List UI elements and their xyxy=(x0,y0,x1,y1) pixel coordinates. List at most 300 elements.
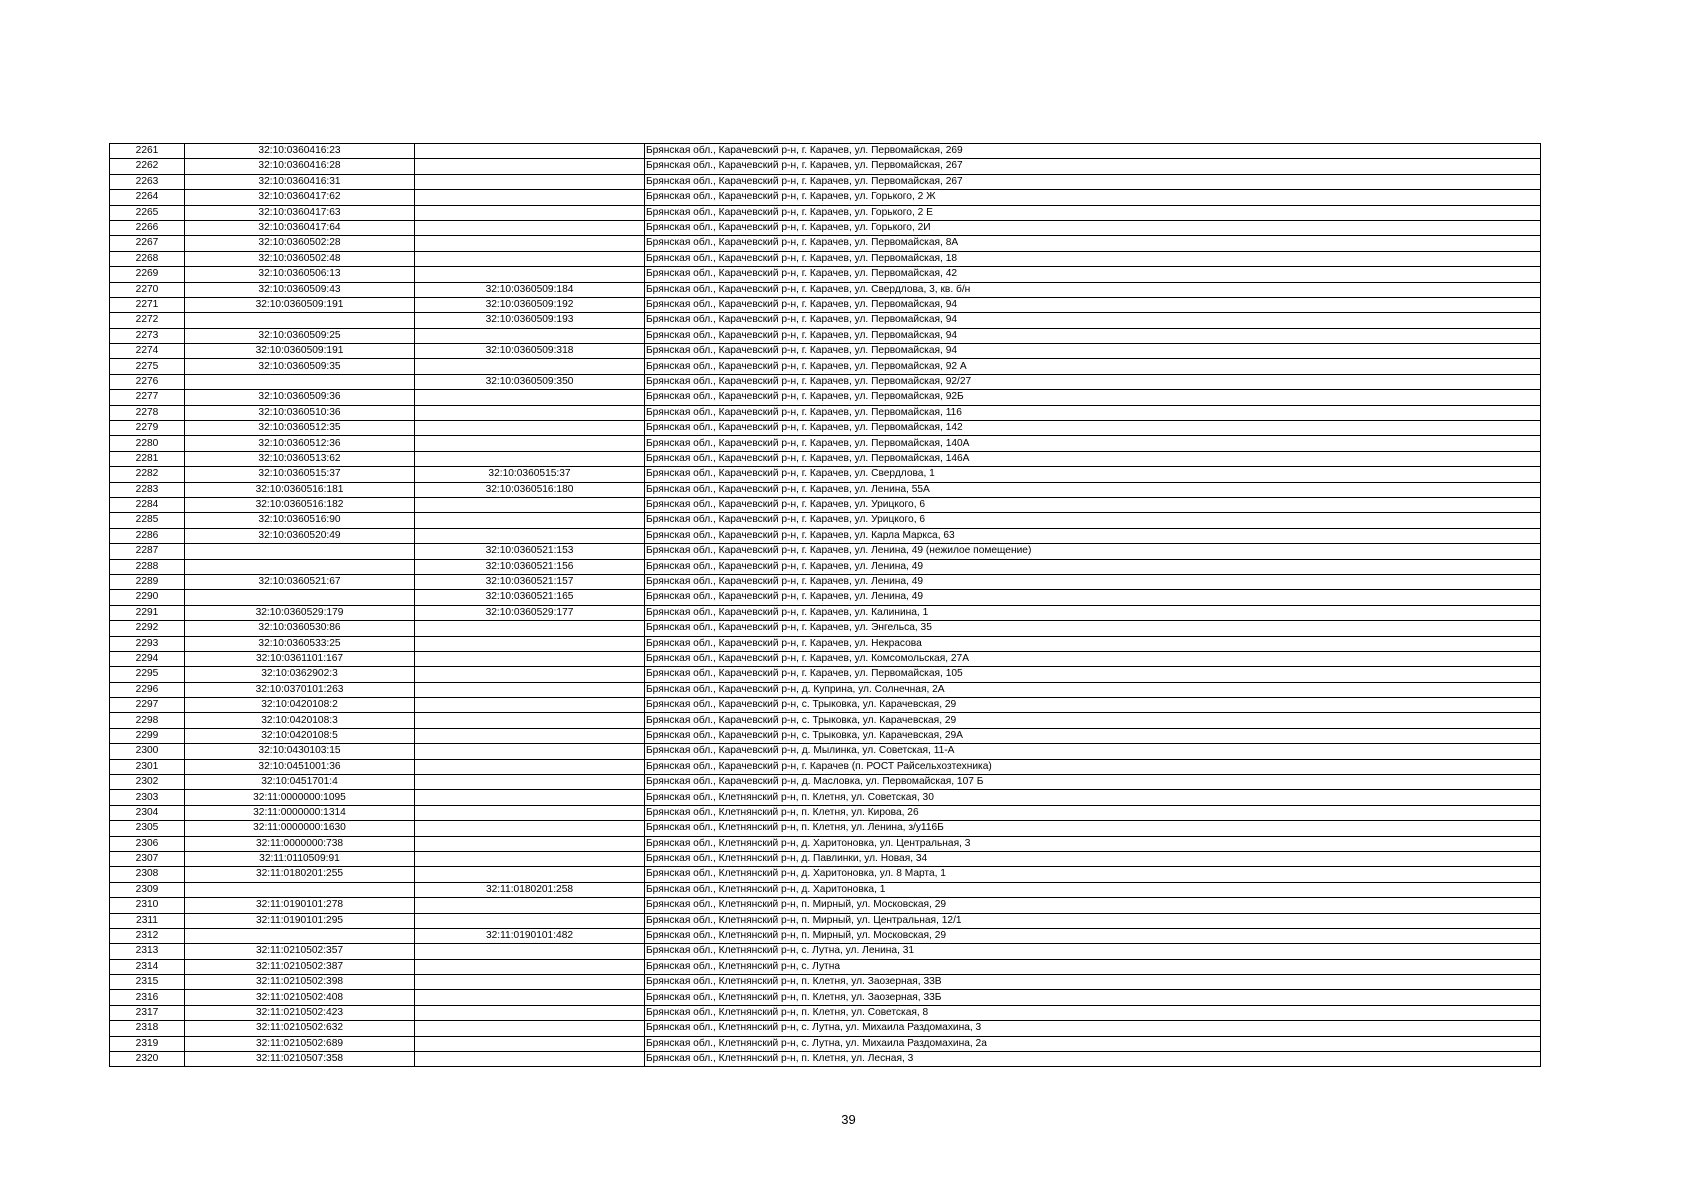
cadastral-number-cell: 32:10:0360513:62 xyxy=(185,451,415,466)
cadastral-number-cell: 32:10:0360520:49 xyxy=(185,528,415,543)
table-row xyxy=(110,421,1541,436)
table-row xyxy=(110,374,1541,389)
cadastral-number-cell: 32:10:0360509:25 xyxy=(185,328,415,343)
address-cell: Брянская обл., Карачевский р-н, д. Куприна, ул. Солнечная, 2А xyxy=(645,682,1541,697)
row-number-cell: 2313 xyxy=(110,944,185,959)
address-cell: Брянская обл., Карачевский р-н, г. Карачев, ул. Карла Маркса, 63 xyxy=(645,528,1541,543)
row-number-cell: 2297 xyxy=(110,698,185,713)
table-row xyxy=(110,144,1541,159)
table-row xyxy=(110,882,1541,897)
table-row xyxy=(110,682,1541,697)
row-number-cell: 2291 xyxy=(110,605,185,620)
cadastral-number-cell: 32:11:0180201:255 xyxy=(185,867,415,882)
cadastral-number-cell: 32:10:0362902:3 xyxy=(185,667,415,682)
cadastral-number-cell: 32:10:0420108:2 xyxy=(185,698,415,713)
address-cell: Брянская обл., Карачевский р-н, г. Карачев, ул. Ленина, 49 xyxy=(645,559,1541,574)
row-number-cell: 2276 xyxy=(110,374,185,389)
cadastral-number-cell: 32:10:0360510:36 xyxy=(185,405,415,420)
cadastral-number-cell: 32:11:0210502:408 xyxy=(185,990,415,1005)
table-row xyxy=(110,267,1541,282)
address-cell: Брянская обл., Клетнянский р-н, п. Клетня, ул. Кирова, 26 xyxy=(645,805,1541,820)
table-row xyxy=(110,867,1541,882)
cadastral-number-cell: 32:10:0360416:31 xyxy=(185,174,415,189)
address-cell: Брянская обл., Клетнянский р-н, д. Харитоновка, ул. 8 Марта, 1 xyxy=(645,867,1541,882)
cadastral-number-cell: 32:10:0360521:67 xyxy=(185,574,415,589)
table-row xyxy=(110,236,1541,251)
table-row xyxy=(110,975,1541,990)
address-cell: Брянская обл., Карачевский р-н, г. Карачев, ул. Первомайская, 92Б xyxy=(645,390,1541,405)
cadastral-number-cell: 32:10:0360509:191 xyxy=(185,297,415,312)
row-number-cell: 2281 xyxy=(110,451,185,466)
row-number-cell: 2275 xyxy=(110,359,185,374)
address-cell: Брянская обл., Клетнянский р-н, д. Харитоновка, 1 xyxy=(645,882,1541,897)
row-number-cell: 2279 xyxy=(110,421,185,436)
object-cadastral-number-cell xyxy=(415,174,645,189)
row-number-cell: 2311 xyxy=(110,913,185,928)
object-cadastral-number-cell xyxy=(415,159,645,174)
address-cell: Брянская обл., Карачевский р-н, г. Карачев (п. РОСТ Райсельхозтехника) xyxy=(645,759,1541,774)
table-row xyxy=(110,790,1541,805)
cadastral-number-cell: 32:10:0361101:167 xyxy=(185,651,415,666)
table-row xyxy=(110,959,1541,974)
address-cell: Брянская обл., Карачевский р-н, с. Трыковка, ул. Карачевская, 29 xyxy=(645,698,1541,713)
row-number-cell: 2317 xyxy=(110,1005,185,1020)
object-cadastral-number-cell: 32:10:0360521:165 xyxy=(415,590,645,605)
object-cadastral-number-cell xyxy=(415,497,645,512)
table-row xyxy=(110,497,1541,512)
row-number-cell: 2263 xyxy=(110,174,185,189)
row-number-cell: 2293 xyxy=(110,636,185,651)
address-cell: Брянская обл., Клетнянский р-н, д. Павлинки, ул. Новая, 34 xyxy=(645,851,1541,866)
address-cell: Брянская обл., Клетнянский р-н, п. Клетня, ул. Советская, 30 xyxy=(645,790,1541,805)
object-cadastral-number-cell xyxy=(415,959,645,974)
cadastral-number-cell: 32:10:0370101:263 xyxy=(185,682,415,697)
table-row xyxy=(110,621,1541,636)
row-number-cell: 2288 xyxy=(110,559,185,574)
table-row xyxy=(110,713,1541,728)
row-number-cell: 2271 xyxy=(110,297,185,312)
row-number-cell: 2304 xyxy=(110,805,185,820)
row-number-cell: 2302 xyxy=(110,775,185,790)
cadastral-number-cell: 32:11:0210502:632 xyxy=(185,1021,415,1036)
cadastral-number-cell: 32:10:0360416:28 xyxy=(185,159,415,174)
row-number-cell: 2315 xyxy=(110,975,185,990)
table-body xyxy=(110,144,1541,1067)
address-cell: Брянская обл., Карачевский р-н, г. Карачев, ул. Ленина, 49 xyxy=(645,590,1541,605)
address-cell: Брянская обл., Карачевский р-н, г. Карачев, ул. Ленина, 49 (нежилое помещение) xyxy=(645,544,1541,559)
object-cadastral-number-cell xyxy=(415,867,645,882)
table-row xyxy=(110,605,1541,620)
cadastral-number-cell xyxy=(185,544,415,559)
row-number-cell: 2283 xyxy=(110,482,185,497)
table-row xyxy=(110,836,1541,851)
table-row xyxy=(110,759,1541,774)
object-cadastral-number-cell: 32:10:0360509:192 xyxy=(415,297,645,312)
cadastral-number-cell: 32:10:0360509:35 xyxy=(185,359,415,374)
page-number: 39 xyxy=(841,1112,856,1127)
row-number-cell: 2267 xyxy=(110,236,185,251)
address-cell: Брянская обл., Клетнянский р-н, с. Лутна, ул. Михаила Раздомахина, 2а xyxy=(645,1036,1541,1051)
table-row xyxy=(110,328,1541,343)
table-row xyxy=(110,574,1541,589)
table-row xyxy=(110,297,1541,312)
table-row xyxy=(110,190,1541,205)
address-cell: Брянская обл., Клетнянский р-н, с. Лутна, ул. Михаила Раздомахина, 3 xyxy=(645,1021,1541,1036)
address-cell: Брянская обл., Карачевский р-н, г. Карачев, ул. Ленина, 49 xyxy=(645,574,1541,589)
object-cadastral-number-cell xyxy=(415,728,645,743)
cadastral-number-cell: 32:10:0360516:181 xyxy=(185,482,415,497)
object-cadastral-number-cell xyxy=(415,1036,645,1051)
cadastral-number-cell: 32:11:0000000:1095 xyxy=(185,790,415,805)
cadastral-number-cell: 32:10:0360509:191 xyxy=(185,344,415,359)
address-cell: Брянская обл., Клетнянский р-н, п. Мирный, ул. Московская, 29 xyxy=(645,928,1541,943)
address-cell: Брянская обл., Карачевский р-н, с. Трыковка, ул. Карачевская, 29 xyxy=(645,713,1541,728)
row-number-cell: 2272 xyxy=(110,313,185,328)
row-number-cell: 2303 xyxy=(110,790,185,805)
cadastral-number-cell: 32:11:0000000:1314 xyxy=(185,805,415,820)
object-cadastral-number-cell xyxy=(415,975,645,990)
object-cadastral-number-cell xyxy=(415,390,645,405)
table-row xyxy=(110,174,1541,189)
table-row xyxy=(110,344,1541,359)
address-cell: Брянская обл., Клетнянский р-н, п. Клетня, ул. Советская, 8 xyxy=(645,1005,1541,1020)
object-cadastral-number-cell xyxy=(415,328,645,343)
address-cell: Брянская обл., Клетнянский р-н, п. Мирный, ул. Центральная, 12/1 xyxy=(645,913,1541,928)
address-cell: Брянская обл., Карачевский р-н, г. Карачев, ул. Ленина, 55А xyxy=(645,482,1541,497)
table-row xyxy=(110,851,1541,866)
object-cadastral-number-cell: 32:10:0360515:37 xyxy=(415,467,645,482)
object-cadastral-number-cell: 32:10:0360521:157 xyxy=(415,574,645,589)
address-cell: Брянская обл., Карачевский р-н, г. Карачев, ул. Горького, 2 Ж xyxy=(645,190,1541,205)
table-row xyxy=(110,390,1541,405)
object-cadastral-number-cell xyxy=(415,1021,645,1036)
object-cadastral-number-cell xyxy=(415,682,645,697)
cadastral-number-cell: 32:11:0210502:357 xyxy=(185,944,415,959)
cadastral-number-cell: 32:10:0360529:179 xyxy=(185,605,415,620)
object-cadastral-number-cell: 32:10:0360521:156 xyxy=(415,559,645,574)
row-number-cell: 2289 xyxy=(110,574,185,589)
row-number-cell: 2284 xyxy=(110,497,185,512)
address-cell: Брянская обл., Карачевский р-н, г. Карачев, ул. Первомайская, 92/27 xyxy=(645,374,1541,389)
object-cadastral-number-cell xyxy=(415,451,645,466)
object-cadastral-number-cell xyxy=(415,528,645,543)
address-cell: Брянская обл., Карачевский р-н, г. Карачев, ул. Первомайская, 42 xyxy=(645,267,1541,282)
table-row xyxy=(110,728,1541,743)
table-row xyxy=(110,220,1541,235)
row-number-cell: 2265 xyxy=(110,205,185,220)
cadastral-number-cell: 32:11:0210507:358 xyxy=(185,1052,415,1067)
table-row xyxy=(110,1052,1541,1067)
cadastral-number-cell: 32:11:0190101:278 xyxy=(185,898,415,913)
row-number-cell: 2278 xyxy=(110,405,185,420)
row-number-cell: 2309 xyxy=(110,882,185,897)
object-cadastral-number-cell xyxy=(415,759,645,774)
object-cadastral-number-cell xyxy=(415,713,645,728)
cadastral-number-cell: 32:11:0210502:423 xyxy=(185,1005,415,1020)
object-cadastral-number-cell xyxy=(415,836,645,851)
row-number-cell: 2310 xyxy=(110,898,185,913)
object-cadastral-number-cell: 32:10:0360529:177 xyxy=(415,605,645,620)
row-number-cell: 2287 xyxy=(110,544,185,559)
object-cadastral-number-cell: 32:10:0360509:350 xyxy=(415,374,645,389)
address-cell: Брянская обл., Карачевский р-н, д. Мылинка, ул. Советская, 11-А xyxy=(645,744,1541,759)
table-row xyxy=(110,313,1541,328)
address-cell: Брянская обл., Карачевский р-н, г. Карачев, ул. Первомайская, 116 xyxy=(645,405,1541,420)
address-cell: Брянская обл., Карачевский р-н, г. Карачев, ул. Комсомольская, 27А xyxy=(645,651,1541,666)
object-cadastral-number-cell xyxy=(415,421,645,436)
row-number-cell: 2264 xyxy=(110,190,185,205)
table-row xyxy=(110,251,1541,266)
cadastral-number-cell: 32:10:0430103:15 xyxy=(185,744,415,759)
address-cell: Брянская обл., Клетнянский р-н, п. Мирный, ул. Московская, 29 xyxy=(645,898,1541,913)
address-cell: Брянская обл., Клетнянский р-н, с. Лутна xyxy=(645,959,1541,974)
row-number-cell: 2295 xyxy=(110,667,185,682)
cadastral-number-cell: 32:10:0360417:63 xyxy=(185,205,415,220)
object-cadastral-number-cell xyxy=(415,636,645,651)
cadastral-number-cell: 32:10:0360509:43 xyxy=(185,282,415,297)
address-cell: Брянская обл., Карачевский р-н, с. Трыковка, ул. Карачевская, 29А xyxy=(645,728,1541,743)
object-cadastral-number-cell xyxy=(415,144,645,159)
row-number-cell: 2273 xyxy=(110,328,185,343)
table-row xyxy=(110,559,1541,574)
row-number-cell: 2299 xyxy=(110,728,185,743)
table-row xyxy=(110,944,1541,959)
row-number-cell: 2286 xyxy=(110,528,185,543)
address-cell: Брянская обл., Карачевский р-н, г. Карачев, ул. Калинина, 1 xyxy=(645,605,1541,620)
address-cell: Брянская обл., Клетнянский р-н, с. Лутна, ул. Ленина, 31 xyxy=(645,944,1541,959)
object-cadastral-number-cell xyxy=(415,513,645,528)
cadastral-number-cell: 32:10:0360512:35 xyxy=(185,421,415,436)
table-row xyxy=(110,990,1541,1005)
table-row xyxy=(110,436,1541,451)
object-cadastral-number-cell xyxy=(415,267,645,282)
table-row xyxy=(110,775,1541,790)
row-number-cell: 2282 xyxy=(110,467,185,482)
cadastral-number-cell: 32:10:0360516:182 xyxy=(185,497,415,512)
object-cadastral-number-cell: 32:10:0360509:318 xyxy=(415,344,645,359)
row-number-cell: 2314 xyxy=(110,959,185,974)
object-cadastral-number-cell xyxy=(415,744,645,759)
cadastral-number-cell: 32:11:0210502:398 xyxy=(185,975,415,990)
table-row xyxy=(110,1021,1541,1036)
table-row xyxy=(110,405,1541,420)
object-cadastral-number-cell xyxy=(415,621,645,636)
table-row xyxy=(110,898,1541,913)
object-cadastral-number-cell xyxy=(415,359,645,374)
cadastral-number-cell: 32:11:0190101:295 xyxy=(185,913,415,928)
object-cadastral-number-cell: 32:10:0360509:193 xyxy=(415,313,645,328)
table-row xyxy=(110,467,1541,482)
object-cadastral-number-cell xyxy=(415,205,645,220)
cadastral-number-cell: 32:10:0451001:36 xyxy=(185,759,415,774)
address-cell: Брянская обл., Карачевский р-н, г. Карачев, ул. Первомайская, 269 xyxy=(645,144,1541,159)
object-cadastral-number-cell xyxy=(415,1005,645,1020)
address-cell: Брянская обл., Карачевский р-н, г. Карачев, ул. Энгельса, 35 xyxy=(645,621,1541,636)
address-cell: Брянская обл., Карачевский р-н, г. Карачев, ул. Урицкого, 6 xyxy=(645,497,1541,512)
table-row xyxy=(110,821,1541,836)
address-cell: Брянская обл., Карачевский р-н, д. Масловка, ул. Первомайская, 107 Б xyxy=(645,775,1541,790)
object-cadastral-number-cell xyxy=(415,851,645,866)
cadastral-number-cell: 32:11:0110509:91 xyxy=(185,851,415,866)
cadastral-number-cell: 32:10:0360515:37 xyxy=(185,467,415,482)
object-cadastral-number-cell xyxy=(415,220,645,235)
cadastral-number-cell: 32:11:0000000:738 xyxy=(185,836,415,851)
address-cell: Брянская обл., Карачевский р-н, г. Карачев, ул. Первомайская, 94 xyxy=(645,297,1541,312)
address-cell: Брянская обл., Карачевский р-н, г. Карачев, ул. Первомайская, 94 xyxy=(645,344,1541,359)
table-row xyxy=(110,451,1541,466)
row-number-cell: 2268 xyxy=(110,251,185,266)
cadastral-number-cell: 32:10:0451701:4 xyxy=(185,775,415,790)
cadastral-number-cell: 32:11:0210502:689 xyxy=(185,1036,415,1051)
table-row xyxy=(110,667,1541,682)
cadastral-number-cell xyxy=(185,313,415,328)
cadastral-number-cell: 32:10:0360506:13 xyxy=(185,267,415,282)
row-number-cell: 2277 xyxy=(110,390,185,405)
row-number-cell: 2312 xyxy=(110,928,185,943)
object-cadastral-number-cell xyxy=(415,667,645,682)
row-number-cell: 2290 xyxy=(110,590,185,605)
address-cell: Брянская обл., Карачевский р-н, г. Карачев, ул. Горького, 2И xyxy=(645,220,1541,235)
address-cell: Брянская обл., Карачевский р-н, г. Карачев, ул. Первомайская, 140А xyxy=(645,436,1541,451)
address-cell: Брянская обл., Клетнянский р-н, п. Клетня, ул. Заозерная, 33В xyxy=(645,975,1541,990)
cadastral-number-cell: 32:10:0420108:5 xyxy=(185,728,415,743)
table-row xyxy=(110,744,1541,759)
cadastral-number-cell: 32:10:0360512:36 xyxy=(185,436,415,451)
property-table xyxy=(109,143,1541,1067)
cadastral-number-cell: 32:10:0420108:3 xyxy=(185,713,415,728)
address-cell: Брянская обл., Клетнянский р-н, п. Клетня, ул. Лесная, 3 xyxy=(645,1052,1541,1067)
row-number-cell: 2269 xyxy=(110,267,185,282)
row-number-cell: 2261 xyxy=(110,144,185,159)
table-row xyxy=(110,482,1541,497)
object-cadastral-number-cell xyxy=(415,821,645,836)
object-cadastral-number-cell xyxy=(415,436,645,451)
object-cadastral-number-cell xyxy=(415,898,645,913)
row-number-cell: 2300 xyxy=(110,744,185,759)
cadastral-number-cell xyxy=(185,374,415,389)
object-cadastral-number-cell xyxy=(415,775,645,790)
address-cell: Брянская обл., Карачевский р-н, г. Карачев, ул. Первомайская, 146А xyxy=(645,451,1541,466)
cadastral-number-cell: 32:10:0360502:28 xyxy=(185,236,415,251)
address-cell: Брянская обл., Карачевский р-н, г. Карачев, ул. Некрасова xyxy=(645,636,1541,651)
address-cell: Брянская обл., Клетнянский р-н, п. Клетня, ул. Заозерная, 33Б xyxy=(645,990,1541,1005)
cadastral-number-cell xyxy=(185,928,415,943)
table-row xyxy=(110,1005,1541,1020)
object-cadastral-number-cell xyxy=(415,805,645,820)
table-row xyxy=(110,359,1541,374)
row-number-cell: 2318 xyxy=(110,1021,185,1036)
cadastral-number-cell xyxy=(185,590,415,605)
object-cadastral-number-cell xyxy=(415,1052,645,1067)
object-cadastral-number-cell: 32:10:0360516:180 xyxy=(415,482,645,497)
address-cell: Брянская обл., Карачевский р-н, г. Карачев, ул. Горького, 2 Е xyxy=(645,205,1541,220)
address-cell: Брянская обл., Карачевский р-н, г. Карачев, ул. Урицкого, 6 xyxy=(645,513,1541,528)
row-number-cell: 2262 xyxy=(110,159,185,174)
row-number-cell: 2307 xyxy=(110,851,185,866)
cadastral-number-cell: 32:10:0360502:48 xyxy=(185,251,415,266)
address-cell: Брянская обл., Карачевский р-н, г. Карачев, ул. Первомайская, 105 xyxy=(645,667,1541,682)
object-cadastral-number-cell: 32:10:0360509:184 xyxy=(415,282,645,297)
object-cadastral-number-cell xyxy=(415,651,645,666)
table-row xyxy=(110,159,1541,174)
cadastral-number-cell: 32:10:0360516:90 xyxy=(185,513,415,528)
address-cell: Брянская обл., Карачевский р-н, г. Карачев, ул. Первомайская, 267 xyxy=(645,174,1541,189)
table-row xyxy=(110,205,1541,220)
cadastral-number-cell xyxy=(185,882,415,897)
object-cadastral-number-cell xyxy=(415,190,645,205)
row-number-cell: 2316 xyxy=(110,990,185,1005)
table-row xyxy=(110,636,1541,651)
cadastral-number-cell: 32:10:0360530:86 xyxy=(185,621,415,636)
row-number-cell: 2285 xyxy=(110,513,185,528)
address-cell: Брянская обл., Карачевский р-н, г. Карачев, ул. Свердлова, 3, кв. б/н xyxy=(645,282,1541,297)
row-number-cell: 2292 xyxy=(110,621,185,636)
row-number-cell: 2308 xyxy=(110,867,185,882)
row-number-cell: 2296 xyxy=(110,682,185,697)
object-cadastral-number-cell xyxy=(415,405,645,420)
table-row xyxy=(110,544,1541,559)
object-cadastral-number-cell xyxy=(415,236,645,251)
row-number-cell: 2298 xyxy=(110,713,185,728)
row-number-cell: 2274 xyxy=(110,344,185,359)
table-row xyxy=(110,513,1541,528)
table-row xyxy=(110,928,1541,943)
cadastral-number-cell: 32:10:0360533:25 xyxy=(185,636,415,651)
cadastral-number-cell: 32:10:0360417:64 xyxy=(185,220,415,235)
table-row xyxy=(110,805,1541,820)
address-cell: Брянская обл., Карачевский р-н, г. Карачев, ул. Первомайская, 94 xyxy=(645,313,1541,328)
object-cadastral-number-cell: 32:11:0180201:258 xyxy=(415,882,645,897)
address-cell: Брянская обл., Карачевский р-н, г. Карачев, ул. Первомайская, 94 xyxy=(645,328,1541,343)
row-number-cell: 2266 xyxy=(110,220,185,235)
cadastral-number-cell: 32:10:0360417:62 xyxy=(185,190,415,205)
address-cell: Брянская обл., Клетнянский р-н, п. Клетня, ул. Ленина, з/у116Б xyxy=(645,821,1541,836)
row-number-cell: 2280 xyxy=(110,436,185,451)
cadastral-number-cell: 32:10:0360509:36 xyxy=(185,390,415,405)
table-row xyxy=(110,590,1541,605)
address-cell: Брянская обл., Карачевский р-н, г. Карачев, ул. Первомайская, 142 xyxy=(645,421,1541,436)
table-row xyxy=(110,528,1541,543)
address-cell: Брянская обл., Карачевский р-н, г. Карачев, ул. Первомайская, 92 А xyxy=(645,359,1541,374)
object-cadastral-number-cell xyxy=(415,790,645,805)
table-row xyxy=(110,282,1541,297)
object-cadastral-number-cell xyxy=(415,944,645,959)
table-row xyxy=(110,913,1541,928)
object-cadastral-number-cell xyxy=(415,990,645,1005)
object-cadastral-number-cell xyxy=(415,251,645,266)
row-number-cell: 2320 xyxy=(110,1052,185,1067)
object-cadastral-number-cell: 32:11:0190101:482 xyxy=(415,928,645,943)
address-cell: Брянская обл., Карачевский р-н, г. Карачев, ул. Свердлова, 1 xyxy=(645,467,1541,482)
row-number-cell: 2319 xyxy=(110,1036,185,1051)
cadastral-number-cell: 32:10:0360416:23 xyxy=(185,144,415,159)
address-cell: Брянская обл., Клетнянский р-н, д. Харитоновка, ул. Центральная, 3 xyxy=(645,836,1541,851)
row-number-cell: 2270 xyxy=(110,282,185,297)
table-row xyxy=(110,698,1541,713)
cadastral-number-cell xyxy=(185,559,415,574)
table-row xyxy=(110,651,1541,666)
address-cell: Брянская обл., Карачевский р-н, г. Карачев, ул. Первомайская, 8А xyxy=(645,236,1541,251)
object-cadastral-number-cell xyxy=(415,698,645,713)
object-cadastral-number-cell xyxy=(415,913,645,928)
address-cell: Брянская обл., Карачевский р-н, г. Карачев, ул. Первомайская, 267 xyxy=(645,159,1541,174)
object-cadastral-number-cell: 32:10:0360521:153 xyxy=(415,544,645,559)
row-number-cell: 2306 xyxy=(110,836,185,851)
address-cell: Брянская обл., Карачевский р-н, г. Карачев, ул. Первомайская, 18 xyxy=(645,251,1541,266)
row-number-cell: 2294 xyxy=(110,651,185,666)
row-number-cell: 2301 xyxy=(110,759,185,774)
cadastral-number-cell: 32:11:0210502:387 xyxy=(185,959,415,974)
